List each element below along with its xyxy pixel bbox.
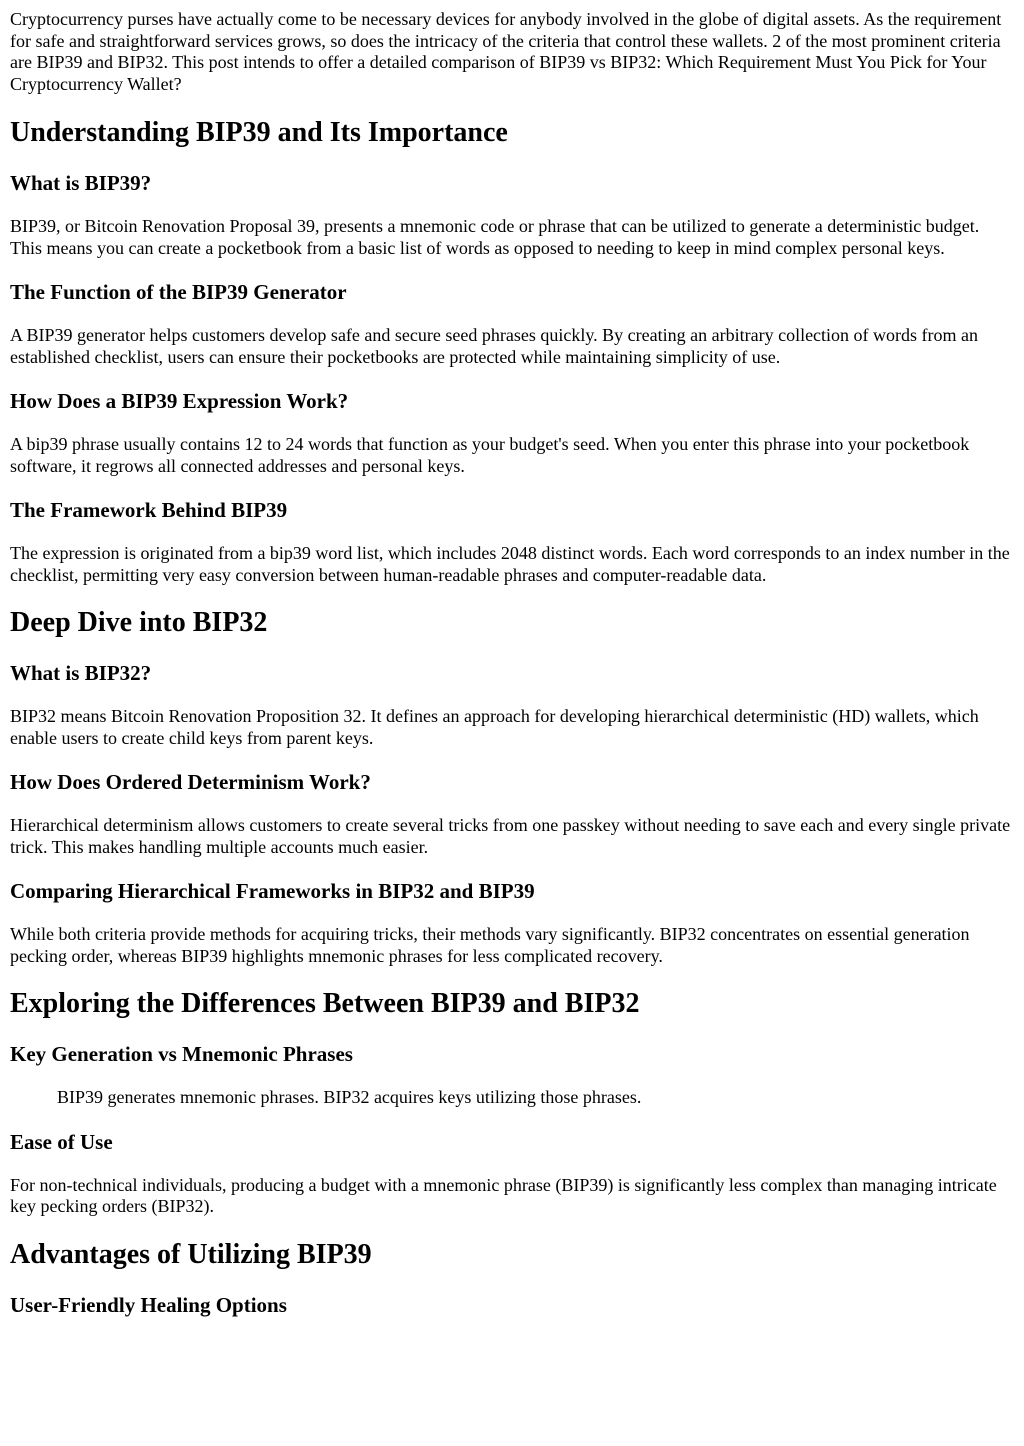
blockquote-key-generation: BIP39 generates mnemonic phrases. BIP32 acquires keys utilizing those phrases. — [57, 1087, 642, 1107]
subheading-healing-options: User-Friendly Healing Options — [10, 1292, 287, 1317]
intro-paragraph: Cryptocurrency purses have actually come to be necessary devices for anybody involved in the globe of digital assets. As the requirement for safe and straightforward services grows, so does the intricacy of the criteria that control these wallets. 2 of the most prominent criteria are BIP39 and BIP32. This post intends to offer a detailed comparison of BIP39 vs BIP32: Which Requirement Must You Pick for Your Cryptocurrency Wallet? — [10, 9, 1002, 94]
subheading-hierarchical-frameworks: Comparing Hierarchical Frameworks in BIP32 and BIP39 — [10, 879, 535, 903]
paragraph-hierarchical-frameworks: While both criteria provide methods for acquiring tricks, their methods vary significantly. BIP32 concentrates on essential generation pecking order, whereas BIP39 highlights mnemonic phrases for less complicated recovery. — [10, 924, 970, 966]
subheading-bip39-framework: The Framework Behind BIP39 — [10, 498, 288, 522]
paragraph-what-is-bip32: BIP32 means Bitcoin Renovation Proposition 32. It defines an approach for developing hierarchical deterministic (HD) wallets, which enable users to create child keys from parent keys. — [10, 706, 979, 748]
subheading-bip39-generator: The Function of the BIP39 Generator — [10, 280, 347, 304]
section-heading-bip39-importance: Understanding BIP39 and Its Importance — [10, 117, 508, 148]
paragraph-ease-of-use: For non-technical individuals, producing a budget with a mnemonic phrase (BIP39) is significantly less complex than managing intricate key pecking orders (BIP32). — [10, 1174, 997, 1216]
subheading-ordered-determinism: How Does Ordered Determinism Work? — [10, 770, 371, 794]
subheading-ease-of-use: Ease of Use — [10, 1129, 113, 1154]
subheading-key-generation: Key Generation vs Mnemonic Phrases — [10, 1042, 353, 1066]
subheading-bip39-expression: How Does a BIP39 Expression Work? — [10, 389, 349, 413]
paragraph-bip39-expression: A bip39 phrase usually contains 12 to 24 words that function as your budget's seed. When you enter this phrase into your pocketbook software, it regrows all connected addresses and personal keys. — [10, 434, 970, 476]
subheading-what-is-bip32: What is BIP32? — [10, 661, 152, 685]
section-heading-differences: Exploring the Differences Between BIP39 and BIP32 — [10, 988, 640, 1019]
section-heading-bip32-deep-dive: Deep Dive into BIP32 — [10, 607, 268, 638]
paragraph-ordered-determinism: Hierarchical determinism allows customers to create several tricks from one passkey without needing to save each and every single private trick. This makes handling multiple accounts much easier. — [10, 815, 1011, 857]
subheading-what-is-bip39: What is BIP39? — [10, 171, 152, 195]
paragraph-bip39-framework: The expression is originated from a bip39 word list, which includes 2048 distinct words. Each word corresponds to an index number in the checklist, permitting very easy conversion between human-readable phrases and computer-readable data. — [10, 543, 1010, 585]
section-heading-bip39-advantages: Advantages of Utilizing BIP39 — [10, 1238, 372, 1270]
paragraph-what-is-bip39: BIP39, or Bitcoin Renovation Proposal 39, presents a mnemonic code or phrase that can be utilized to generate a deterministic budget. This means you can create a pocketbook from a basic list of words as opposed to needing to keep in mind complex personal keys. — [10, 216, 980, 258]
paragraph-bip39-generator: A BIP39 generator helps customers develop safe and secure seed phrases quickly. By creating an arbitrary collection of words from an established checklist, users can ensure their pocketbooks are protected while maintaining simplicity of use. — [10, 325, 979, 367]
